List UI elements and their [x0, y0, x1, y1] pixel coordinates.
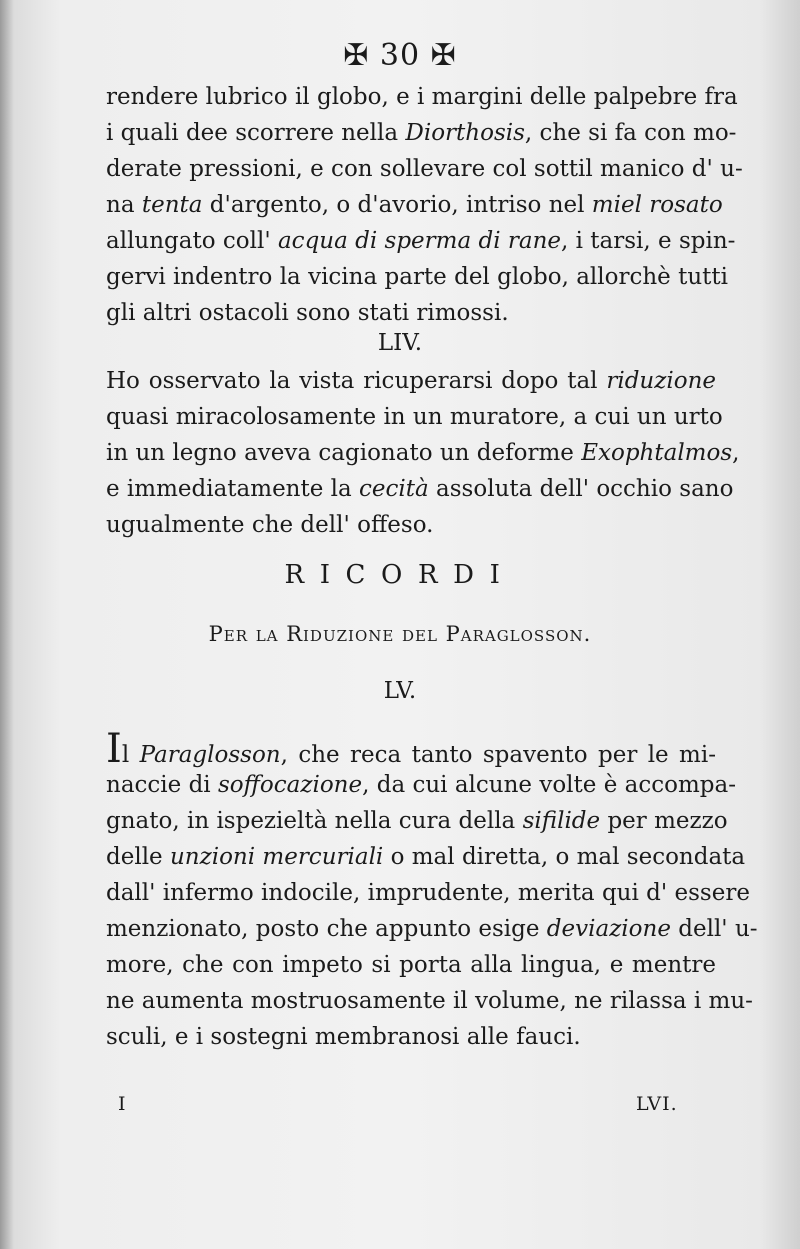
- text-run: o mal diretta, o mal secondata: [383, 844, 746, 870]
- text-line: [106, 876, 750, 910]
- text-run: e immediatamente la: [106, 476, 360, 502]
- text-run: dell' u-: [670, 916, 758, 942]
- text-run: l: [121, 742, 140, 768]
- text-run: gli altri ostacoli sono stati rimossi.: [106, 300, 509, 326]
- text-line: [106, 80, 738, 114]
- italic-term: riduzione: [606, 368, 716, 394]
- italic-term: cecità: [359, 476, 429, 502]
- text-run: na: [106, 192, 142, 218]
- text-run: derate pressioni, e con sollevare col sottil manico d' u-: [106, 156, 743, 182]
- page-number: ✠ 30 ✠: [343, 38, 457, 73]
- italic-term: sifilide: [522, 808, 601, 834]
- text-run: in un legno aveva cagionato un deforme: [106, 440, 582, 466]
- text-run: quasi miracolosamente in un muratore, a cui un urto: [106, 404, 723, 430]
- text-line: [106, 400, 723, 434]
- text-run: gnato, in ispezieltà nella cura della: [106, 808, 523, 834]
- italic-term: Diorthosis: [405, 120, 525, 146]
- italic-term: Paraglosson: [139, 742, 281, 768]
- text-line: [106, 260, 728, 294]
- italic-term: soffocazione: [217, 772, 363, 798]
- text-run: allungato coll': [106, 228, 278, 254]
- text-run: assoluta dell' occhio sano: [428, 476, 734, 502]
- section-subtitle: Per la Riduzione del Paraglosson.: [208, 622, 592, 646]
- italic-term: tenta: [141, 192, 203, 218]
- text-run: delle: [106, 844, 170, 870]
- italic-term: acqua di sperma di rane: [277, 228, 561, 254]
- section-title: RICORDI: [284, 560, 516, 590]
- text-line: [106, 948, 716, 982]
- text-run: more, che con impeto si porta alla lingua, e mentre: [106, 952, 716, 978]
- text-line: [106, 436, 740, 470]
- text-run: rendere lubrico il globo, e i margini delle palpebre fra: [106, 84, 738, 110]
- text-run: sculi, e i sostegni membranosi alle fauci.: [106, 1024, 581, 1050]
- text-run: , da cui alcune volte è accompa-: [362, 772, 736, 798]
- italic-term: miel rosato: [591, 192, 723, 218]
- text-run: dall' infermo indocile, imprudente, merita qui d' essere: [106, 880, 750, 906]
- text-line: [106, 1020, 716, 1054]
- text-line: [106, 224, 736, 258]
- section-number-lv: LV.: [383, 678, 417, 704]
- text-line: [106, 296, 716, 330]
- text-line: [106, 984, 753, 1018]
- text-run: ,: [732, 440, 740, 466]
- text-line: [106, 804, 728, 838]
- text-run: gervi indentro la vicina parte del globo, allorchè tutti: [106, 264, 728, 290]
- text-run: menzionato, posto che appunto esige: [106, 916, 547, 942]
- text-run: ugualmente che dell' offeso.: [106, 512, 434, 538]
- text-run: , che si fa con mo-: [524, 120, 737, 146]
- text-line: [106, 840, 746, 874]
- text-run: , i tarsi, e spin-: [561, 228, 736, 254]
- text-line: [106, 364, 716, 398]
- catchword: LVI.: [636, 1093, 678, 1115]
- signature-mark: I: [118, 1093, 127, 1115]
- text-line: [106, 508, 716, 542]
- text-line: [106, 152, 743, 186]
- italic-term: deviazione: [546, 916, 671, 942]
- text-run: d'argento, o d'avorio, intriso nel: [202, 192, 592, 218]
- text-run: naccie di: [106, 772, 218, 798]
- text-line: [106, 472, 734, 506]
- text-line: [106, 116, 737, 150]
- text-run: , che reca tanto spavento per le mi-: [280, 742, 716, 768]
- text-line: [106, 726, 716, 772]
- text-line: [106, 188, 723, 222]
- text-run: per mezzo: [600, 808, 728, 834]
- section-number-liv: LIV.: [377, 330, 423, 356]
- text-line: [106, 768, 736, 802]
- text-run: Ho osservato la vista ricuperarsi dopo tal: [106, 368, 607, 394]
- text-run: ne aumenta mostruosamente il volume, ne rilassa i mu-: [106, 988, 753, 1014]
- text-line: [106, 912, 758, 946]
- italic-term: unzioni mercuriali: [169, 844, 384, 870]
- italic-term: Exophtalmos: [581, 440, 733, 466]
- text-run: i quali dee scorrere nella: [106, 120, 406, 146]
- initial-capital: I: [106, 726, 122, 772]
